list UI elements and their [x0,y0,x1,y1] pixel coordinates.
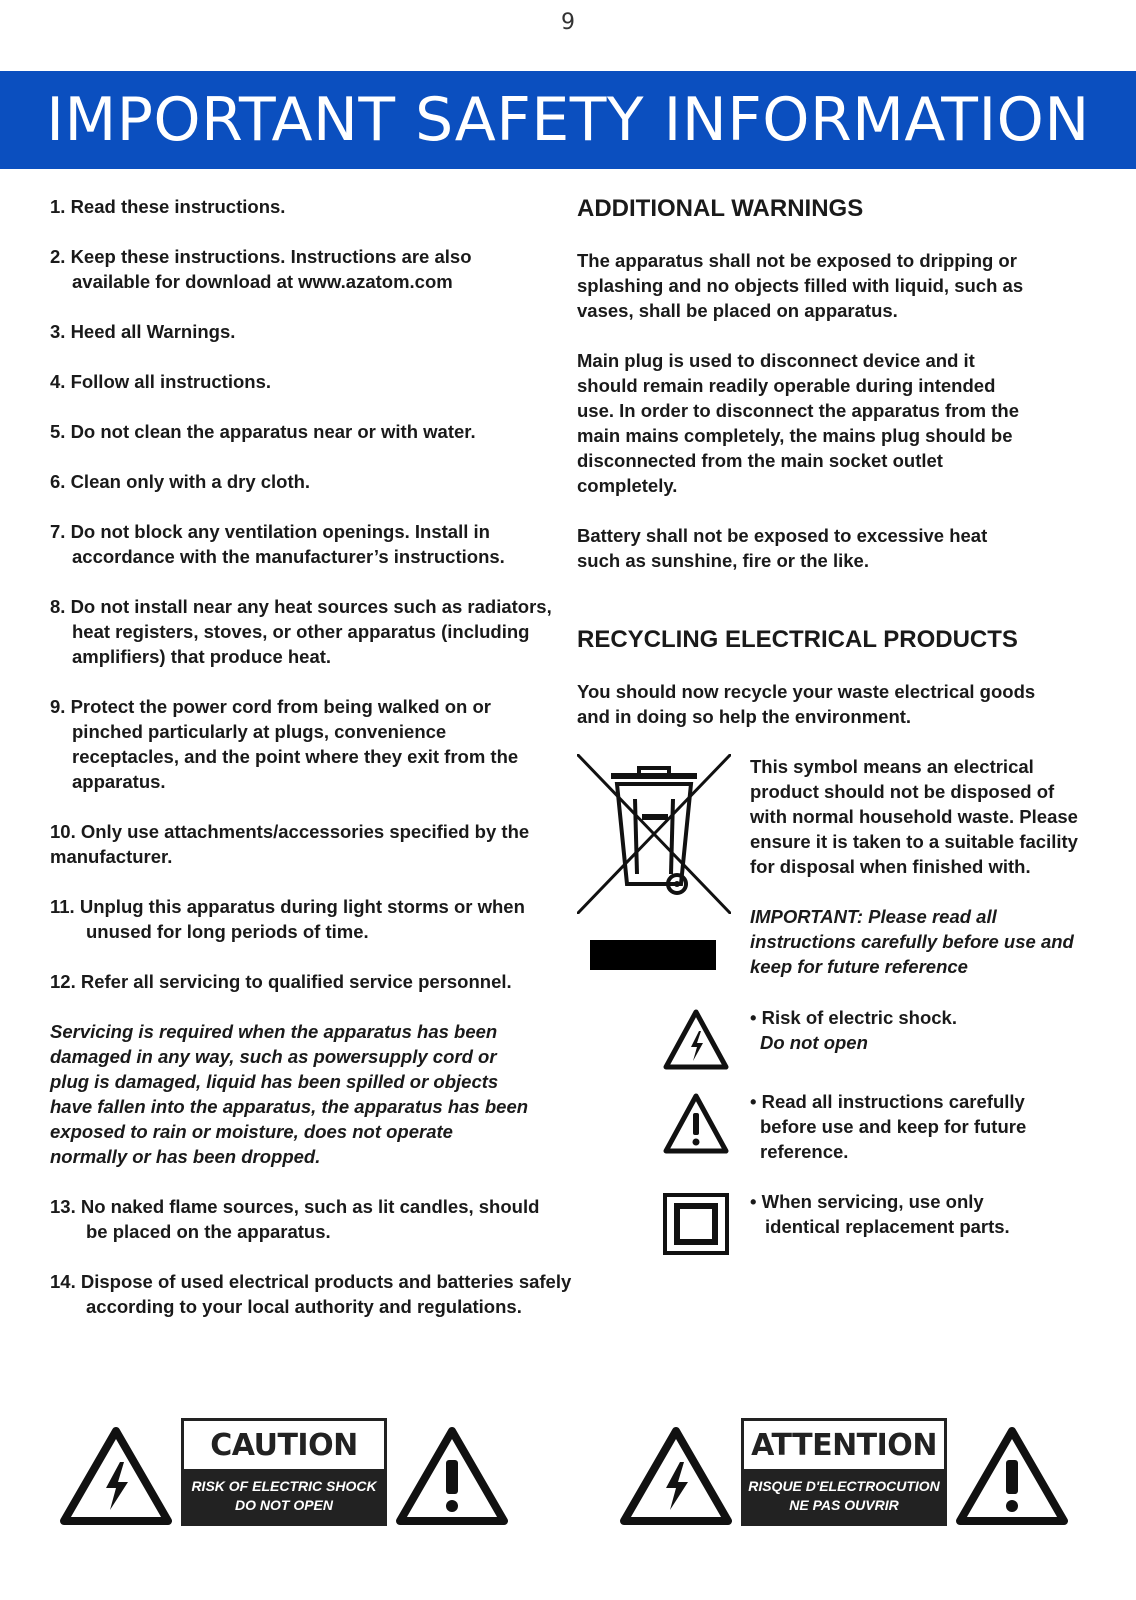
lightning-triangle-icon [620,1426,732,1526]
list-item: 5. Do not clean the apparatus near or with water. [50,421,476,442]
list-item: 11. Unplug this apparatus during light storms or when unused for long periods of time. [50,896,525,942]
list-item: 1. Read these instructions. [50,196,286,217]
symbol-line: before use and keep for future [760,1116,1027,1137]
list-item: 12. Refer all servicing to qualified service personnel. [50,971,512,992]
warning-paragraph: The apparatus shall not be exposed to dripping or splashing and no objects filled with liquid, such as vases, shall be placed on apparatus. [577,250,1024,321]
list-item: 4. Follow all instructions. [50,371,271,392]
weee-text [750,754,1080,979]
crossed-out-bin-icon [577,754,731,914]
symbol-line: reference. [760,1141,849,1162]
symbol-row [577,1193,1077,1277]
list-item: 6. Clean only with a dry cloth. [50,471,311,492]
list-item: 3. Heed all Warnings. [50,321,236,342]
recycling-paragraph: You should now recycle your waste electrical goods and in doing so help the environment. [577,681,1036,727]
symbol-text [750,1189,1080,1239]
attention-line: NE PAS OUVRIR [789,1497,899,1513]
attention-sign [620,1418,1070,1528]
list-item: 10. Only use attachments/accessories specified by the manufacturer. [50,821,530,867]
exclamation-triangle-icon [956,1426,1068,1526]
instructions-list [50,194,572,1344]
symbol-row [577,1009,1077,1093]
list-item: 14. Dispose of used electrical products and batteries safely according to your local authority and regulations. [50,1271,572,1317]
servicing-note: Servicing is required when the apparatus has been damaged in any way, such as powersupply cord or plug is damaged, liquid has been spilled or objects have fallen into the apparatus, the apparatus has been exposed to rain or moisture, does not operate normally or has been dropped. [50,1021,529,1167]
caution-line: RISK OF ELECTRIC SHOCK [191,1478,377,1494]
warning-paragraph: Main plug is used to disconnect device and it should remain readily operable during intended use. In order to disconnect the apparatus from the main mains completely, the mains plug should be disconnected from the main socket outlet completely. [577,350,1020,496]
weee-section [577,754,1077,1009]
weee-description: This symbol means an electrical product should not be disposed of with normal household waste. Please ensure it is taken to a suitable facility for disposal when finished with. [750,756,1078,877]
list-item: 7. Do not block any ventilation openings. Install in accordance with the manufacturer’s instructions. [50,521,505,567]
attention-title: ATTENTION [751,1427,937,1463]
attention-label [741,1418,947,1526]
warning-paragraph: Battery shall not be exposed to excessive heat such as sunshine, fire or the like. [577,525,988,571]
attention-line: RISQUE D'ELECTROCUTION [748,1478,940,1494]
weee-bar [590,940,716,970]
symbol-line: Do not open [760,1032,868,1053]
warning-signs [60,1418,1080,1528]
list-item: 8. Do not install near any heat sources such as radiators, heat registers, stoves, or other apparatus (including amplifiers) that produce heat. [50,596,552,667]
caution-line: DO NOT OPEN [234,1497,333,1513]
symbol-line: identical replacement parts. [765,1216,1010,1237]
caution-subtitle [184,1469,384,1523]
list-item: 9. Protect the power cord from being walked on or pinched particularly at plugs, convenience receptacles, and the point where they exit from the apparatus. [50,696,519,792]
important-note: IMPORTANT: Please read all instructions carefully before use and keep for future reference [750,906,1074,977]
attention-subtitle [744,1469,944,1523]
lightning-triangle-icon [60,1426,172,1526]
symbol-text [750,1005,1080,1055]
recycling-heading: RECYCLING ELECTRICAL PRODUCTS [577,626,1018,653]
exclamation-triangle-icon [396,1426,508,1526]
symbol-text [750,1089,1080,1164]
symbol-line: • When servicing, use only [750,1191,984,1212]
list-item: 13. No naked flame sources, such as lit candles, should be placed on the apparatus. [50,1196,540,1242]
lightning-triangle-icon [663,1009,729,1071]
symbol-row [577,1093,1077,1193]
exclamation-triangle-icon [663,1093,729,1155]
additional-warnings-heading: ADDITIONAL WARNINGS [577,195,864,222]
warnings-column [577,194,1077,1277]
caution-sign [60,1418,510,1528]
list-item: 2. Keep these instructions. Instructions are also available for download at www.azatom.com [50,246,472,292]
title-banner [0,71,1136,169]
double-square-icon [663,1193,729,1255]
caution-title: CAUTION [210,1427,358,1463]
caution-label [181,1418,387,1526]
page-number: 9 [561,10,575,35]
symbol-line: • Risk of electric shock. [750,1007,957,1028]
symbol-line: • Read all instructions carefully [750,1091,1025,1112]
page-title: IMPORTANT SAFETY INFORMATION [46,85,1090,155]
